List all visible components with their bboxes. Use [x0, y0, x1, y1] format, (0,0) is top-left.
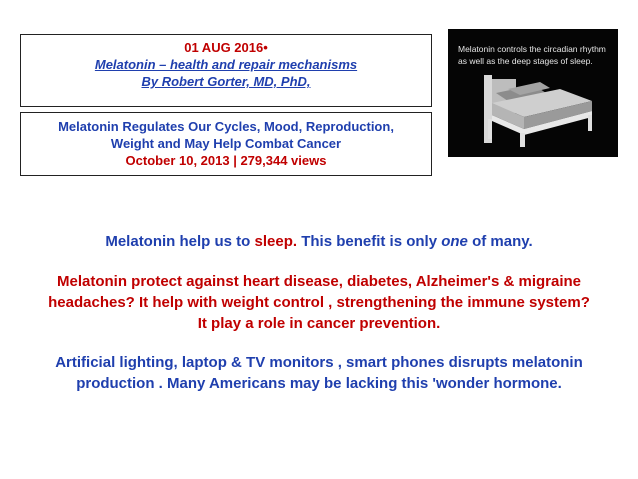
health-benefits-paragraph — [0, 271, 638, 334]
p3-line-1: Artificial lighting, laptop & TV monitors , smart phones disrupts melatonin — [55, 354, 583, 371]
p2-line-1: Melatonin protect against heart disease, diabetes, Alzheimer's & migraine — [57, 273, 581, 290]
author-link[interactable]: By Robert Gorter, MD, PhD, — [141, 74, 311, 89]
bed-icon — [468, 71, 598, 151]
source-meta: October 10, 2013 | 279,344 views — [125, 153, 327, 168]
thumbnail-caption-line-1: Melatonin controls the circadian rhythm — [458, 44, 606, 54]
article-title-link[interactable]: Melatonin – health and repair mechanisms — [94, 57, 358, 72]
p2-line-3: It play a role in cancer prevention. — [197, 315, 441, 332]
p3-line-2: production . Many Americans may be lacking this 'wonder hormone. — [76, 375, 562, 392]
disruption-paragraph — [0, 352, 638, 394]
sleep-benefit-paragraph — [0, 231, 638, 252]
p1-emphasis: one — [441, 233, 468, 250]
thumbnail-caption — [458, 43, 618, 67]
p1-after: of many. — [467, 233, 533, 250]
p1-highlight-sleep: sleep. — [254, 233, 298, 250]
thumbnail-caption-line-2: as well as the deep stages of sleep. — [458, 56, 593, 66]
source-title-line-1: Melatonin Regulates Our Cycles, Mood, Reproduction, — [58, 119, 394, 134]
header-date: 01 AUG 2016• — [184, 40, 268, 55]
source-box — [20, 112, 432, 176]
bed-thumbnail-image — [448, 29, 618, 157]
p2-line-2: headaches? It help with weight control , strengthening the immune system? — [48, 294, 590, 311]
p1-middle: This benefit is only — [297, 233, 442, 250]
p1-before: Melatonin help us to — [105, 233, 255, 250]
header-box — [20, 34, 432, 107]
source-title-line-2: Weight and May Help Combat Cancer — [110, 136, 342, 151]
